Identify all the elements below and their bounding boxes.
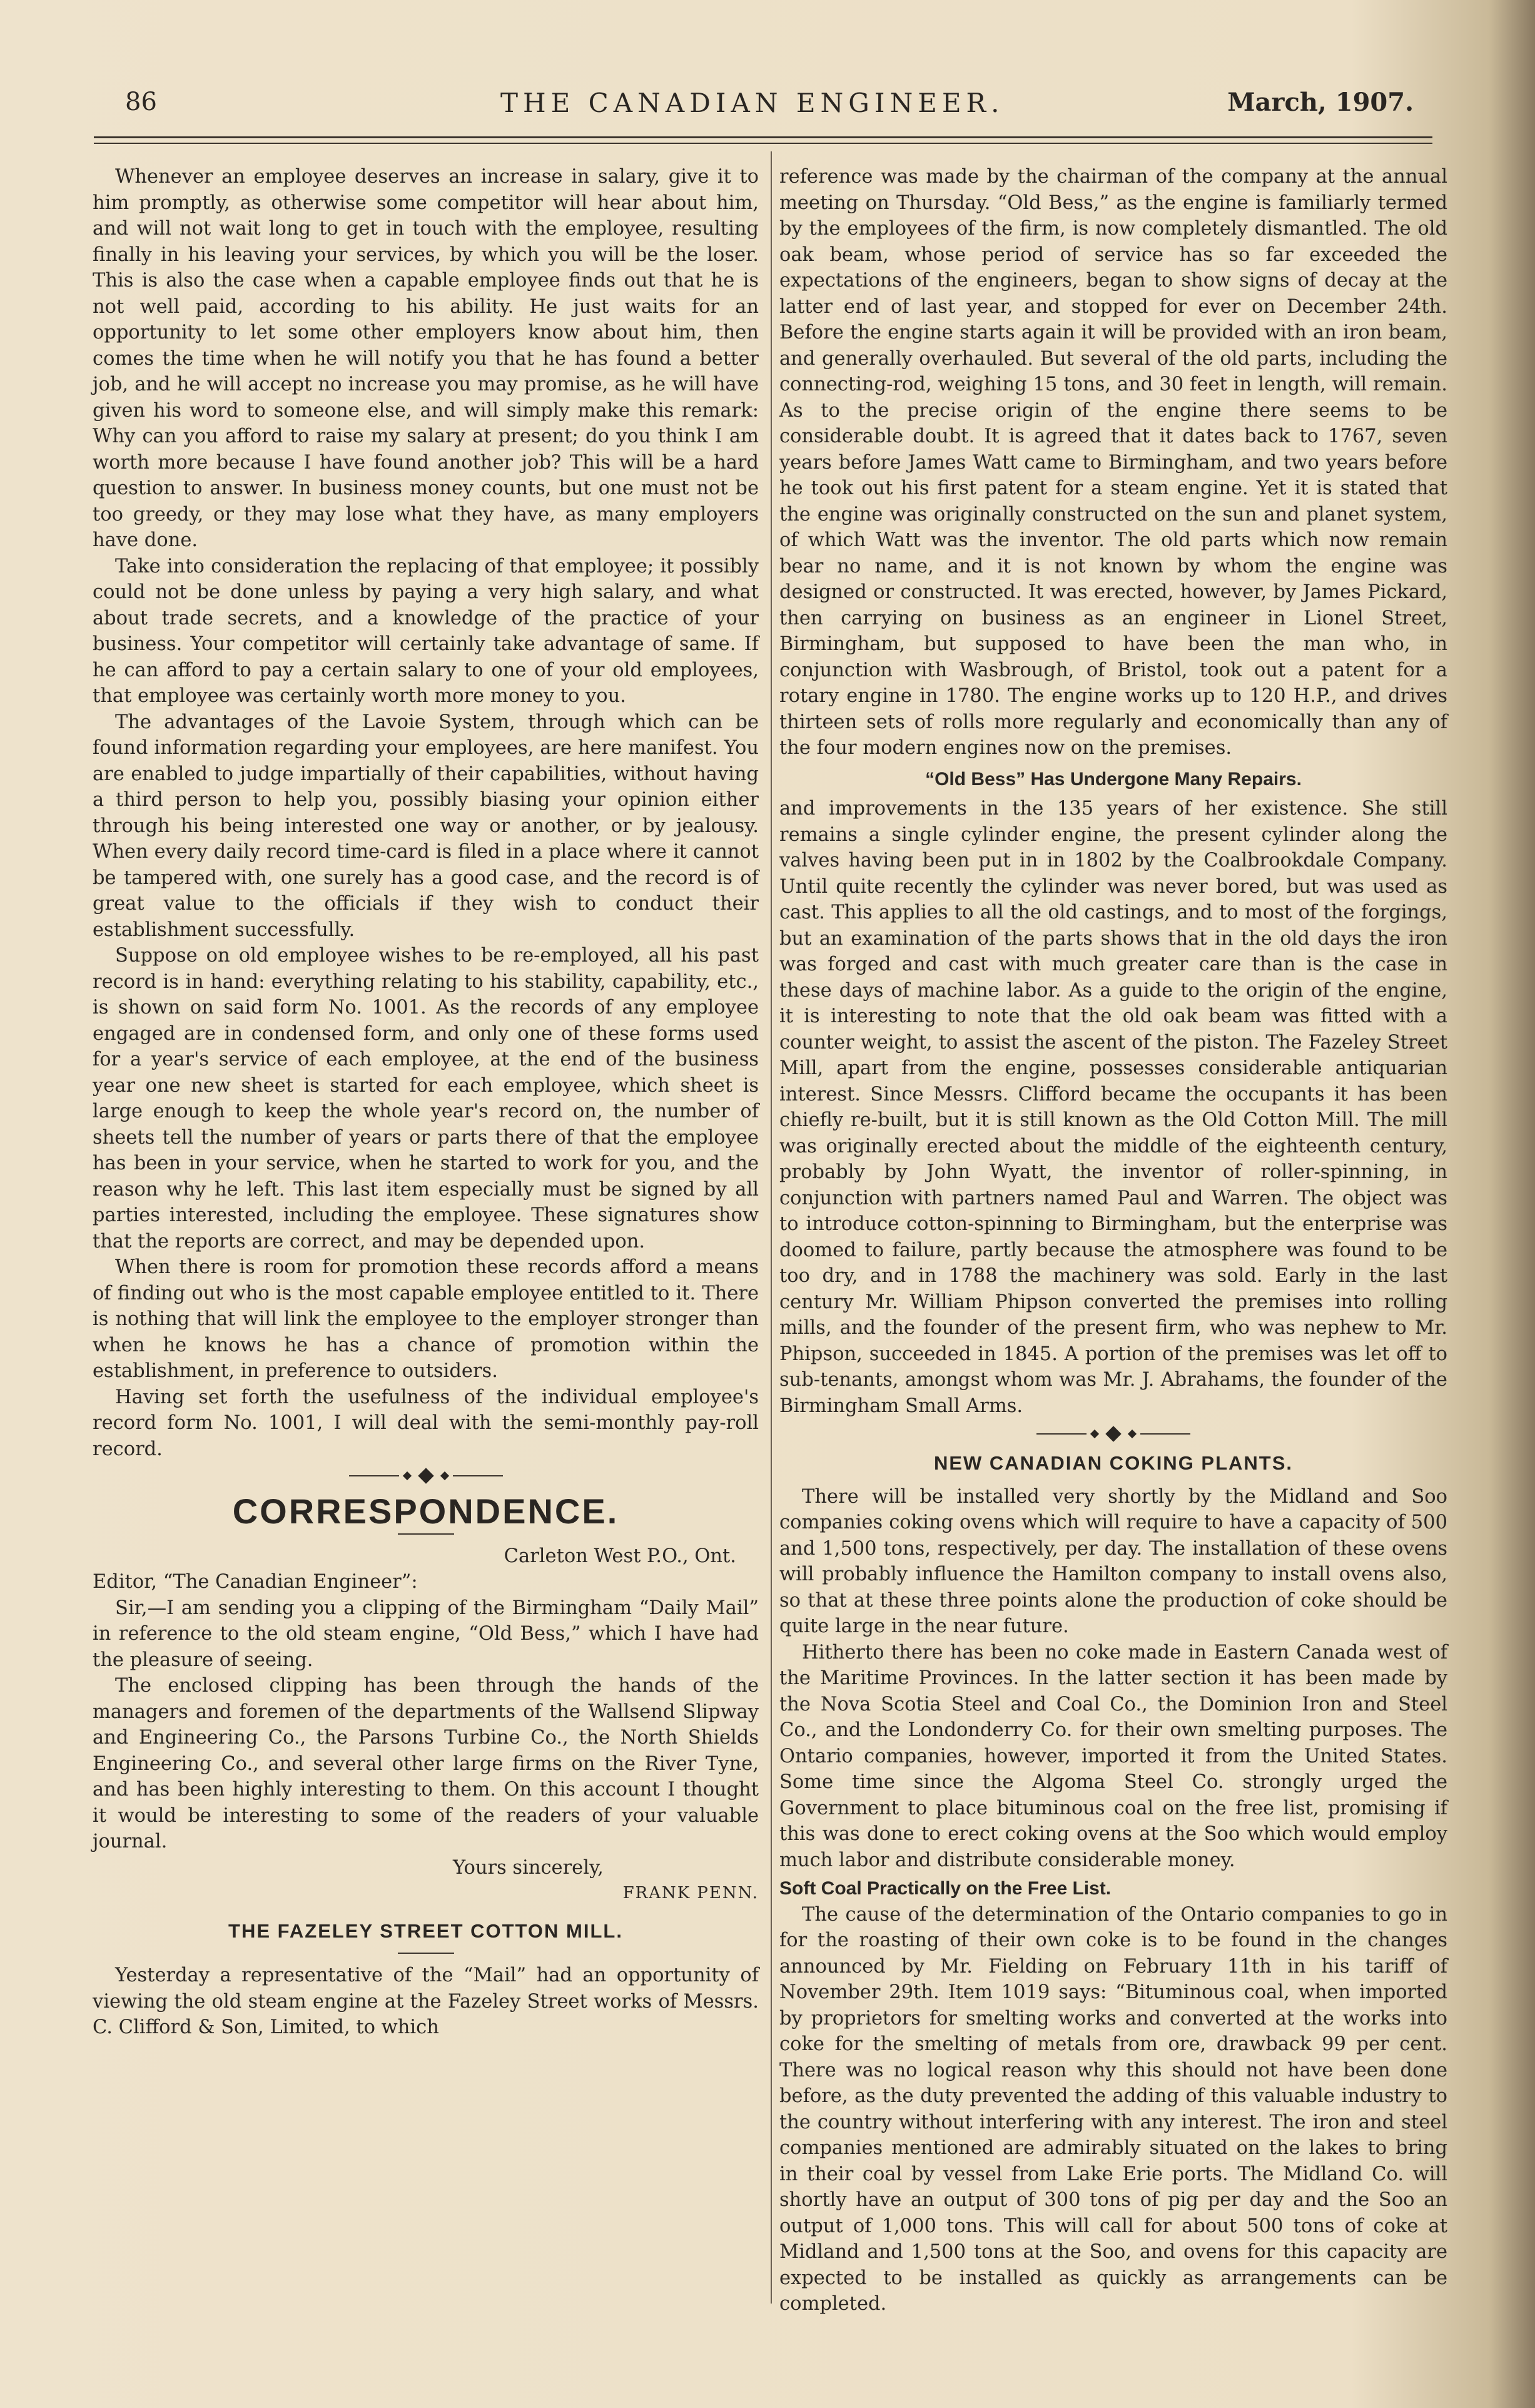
correspondence-heading: CORRESPONDENCE. <box>232 1491 619 1531</box>
letter-closing: Yours sincerely, <box>453 1856 604 1879</box>
salary-paragraph: When there is room for promotion these records afford a means of finding out who is the most capable employee entitled to it. There is nothing that will link the employee to the employer stronger than when he knows he has a chance of promotion within the establishment, in preference to outsiders. <box>93 1256 759 1382</box>
ornament-diamond <box>1090 1430 1099 1438</box>
fazeley-heading: THE FAZELEY STREET COTTON MILL. <box>228 1919 623 1942</box>
ornament-line <box>1140 1433 1190 1435</box>
salary-paragraph: Having set forth the usefulness of the individual employee's record form No. 1001, I will deal with the semi-monthly pay-roll record. <box>93 1386 759 1460</box>
soft-coal-paragraph: The cause of the determination of the Ontario companies to go in for the roasting of their own coke is to be found in the changes announced by Mr. Fielding on February 11th in his tariff of November 29th. Item 1019 says: “Bituminous coal, when imported by proprietors for smelting works and converted at the works into coke for the smelting of metals from ore, drawback 99 per cent. There was no logical reason why this should not have been done before, as the duty prevented the adding of this valuable industry to the country without interfering with any interest. The iron and steel companies mentioned are admirably situated on the lakes to bring in their coal by vessel from Lake Erie ports. The Midland Co. will shortly have an output of 300 tons of pig per day and the Soo an output of 1,000 tons. This will call for about 500 tons of coke at Midland and 1,500 tons at the Soo, and ovens for this capacity are expected to be installed as quickly as arrangements can be completed. <box>779 1903 1447 2315</box>
coking-heading: NEW CANADIAN COKING PLANTS. <box>933 1452 1294 1474</box>
ornament-diamond <box>440 1471 448 1480</box>
ornament-diamond <box>402 1471 411 1480</box>
old-bess-subheading: “Old Bess” Has Undergone Many Repairs. <box>925 768 1302 790</box>
section-ornament <box>779 1421 1447 1446</box>
section-ornament <box>93 1462 759 1490</box>
fazeley-intro: Yesterday a representative of the “Mail” had an opportunity of viewing the old steam engine at the Fazeley Street works of Messrs. C. Clifford & Son, Limited, to which <box>93 1964 759 2038</box>
old-bess-paragraph: and improvements in the 135 years of her existence. She still remains a single cylinder engine, the present cylinder along the valves having been put in in 1802 by the Coalbrookdale Company. Until quite recently the cylinder was never bored, but was used as cast. This applies to all the old castings, and to most of the forgings, but an examination of the parts shows that in the old days the iron was forged and cast with much greater care than is the case in these days of machine labor. As a guide to the origin of the engine, it is interesting to note that the old oak beam was fitted with a counter weight, to assist the ascent of the piston. The Fazeley Street Mill, apart from the engine, possesses considerable antiquarian interest. Since Messrs. Clifford became the occupants it has been chiefly re-built, but it is still known as the Old Cotton Mill. The mill was originally erected about the middle of the eighteenth century, probably by John Wyatt, the inventor of roller-spinning, in conjunction with partners named Paul and Warren. The object was to introduce cotton-spinning to Birmingham, but the enterprise was doomed to failure, partly because the atmosphere was found to be too dry, and in 1788 the machinery was sold. Early in the last century Mr. William Phipson converted the premises into rolling mills, and the founder of the present firm, who was nephew to Mr. Phipson, succeeded in 1845. A portion of the premises was let off to sub-tenants, amongst whom was Mr. J. Abrahams, the founder of the Birmingham Small Arms. <box>779 798 1447 1417</box>
salary-paragraph: Whenever an employee deserves an increase in salary, give it to him promptly, as otherwise some competitor will hear about him, and will not wait long to get in touch with the employee, resulting finally in his leaving your services, by which you will be the loser. This is also the case when a capable employee finds out that he is not well paid, according to his ability. He just waits for an opportunity to let some other employers know about him, then comes the time when he will notify you that he has found a better job, and he will accept no increase you may promise, as he will have given his word to someone else, and will simply make this remark: Why can you afford to raise my salary at present; do you think I am worth more because I have found another job? This will be a hard question to answer. In business money counts, but one must not be too greedy, or they may lose what they have, as many employers have done. <box>93 166 759 551</box>
short-rule <box>398 1953 454 1954</box>
left-column <box>93 164 759 2041</box>
ornament-diamond <box>418 1468 433 1483</box>
page-number: 86 <box>125 88 157 116</box>
ornament-line <box>349 1475 399 1476</box>
ornament-diamond <box>1105 1426 1121 1441</box>
letter-paragraph: The enclosed clipping has been through the hands of the managers and foremen of the departments of the Wallsend Slipway and Engineering Co., the Parsons Turbine Co., the North Shields Engineering Co., and several other large firms on the River Tyne, and has been highly interesting to them. On this account I thought it would be interesting to some of the readers of your valuable journal. <box>93 1675 759 1852</box>
salary-paragraph: Suppose on old employee wishes to be re-employed, all his past record is in hand: everything relating to his stability, capability, etc., is shown on said form No. 1001. As the records of any employee engaged are in condensed form, and only one of these forms used for a year's service of each employee, at the end of the business year one new sheet is started for each employee, which sheet is large enough to keep the whole year's record on, the number of sheets tell the number of years or parts there of that the employee has been in your service, when he started to work for you, and the reason why he left. This last item especially must be signed by all parties interested, including the employee. These signatures show that the reports are correct, and may be depended upon. <box>93 945 759 1252</box>
salary-paragraph: Take into consideration the replacing of that employee; it possibly could not be done unless by paying a very high salary, and what about trade secrets, and a knowledge of the practice of your business. Your competitor will certainly take advantage of same. If he can afford to pay a certain salary to one of your old employees, that employee was certainly worth more money to you. <box>93 555 759 707</box>
ornament-line <box>1036 1433 1087 1435</box>
letter-salutation: Editor, “The Canadian Engineer”: <box>93 1571 418 1593</box>
right-column <box>779 164 1447 2317</box>
running-header <box>125 88 1414 125</box>
salary-paragraph: The advantages of the Lavoie System, through which can be found information regarding your employees, are here manifest. You are enabled to judge impartially of their capabilities, without having a third person to help you, possibly biasing your opinion either through his being interested one way or another, or by jealousy. When every daily record time-card is filed in a place where it cannot be tampered with, one surely has a good case, and the record is of great value to the officials if they wish to conduct their establishment successfully. <box>93 711 759 941</box>
letter-signature: FRANK PENN. <box>622 1884 759 1903</box>
ornament-line <box>453 1475 503 1476</box>
header-rule-bottom <box>94 143 1432 144</box>
letter-address: Carleton West P.O., Ont. <box>504 1545 736 1567</box>
coking-paragraph: Hitherto there has been no coke made in Eastern Canada west of the Maritime Provinces. In the latter section it has been made by the Nova Scotia Steel and Coal Co., the Dominion Iron and Steel Co., and the Londonderry Co. for their own smelting purposes. The Ontario companies, however, imported it from the United States. Some time since the Algoma Steel Co. strongly urged the Government to place bituminous coal on the free list, promising if this was done to erect coking ovens at the Soo which would employ much labor and distribute considerable money. <box>779 1641 1447 1871</box>
column-separator <box>771 151 772 2304</box>
journal-title: THE CANADIAN ENGINEER. <box>500 88 1005 118</box>
issue-date: March, 1907. <box>1227 88 1414 117</box>
coking-paragraph: There will be installed very shortly by the Midland and Soo companies coking ovens which will require to have a capacity of 500 and 1,500 tons, respectively, per day. The installation of these ovens will probably influence the Hamilton company to install ovens also, so that at these three points alone the production of coke should be quite large in the near future. <box>779 1485 1447 1637</box>
header-rule-top <box>94 136 1432 138</box>
fazeley-continued: reference was made by the chairman of the company at the annual meeting on Thursday. “Old Bess,” as the engine is familiarly termed by the employees of the firm, is now completely dismantled. The old oak beam, whose period of service has so far exceeded the expectations of the engineers, began to show signs of decay at the latter end of last year, and stopped for ever on December 24th. Before the engine starts again it will be provided with an iron beam, and generally overhauled. But several of the old parts, including the connecting-rod, weighing 15 tons, and 30 feet in length, will remain. As to the precise origin of the engine there seems to be considerable doubt. It is agreed that it dates back to 1767, seven years before James Watt came to Birmingham, and two years before he took out his first patent for a steam engine. Yet it is stated that the engine was originally constructed on the sun and planet system, of which Watt was the inventor. The old parts which now remain bear no name, and it is not known by whom the engine was designed or constructed. It was erected, however, by James Pickard, then carrying on business as an engineer in Lionel Street, Birmingham, but supposed to have been the man who, in conjunction with Wasbrough, of Bristol, took out a patent for a rotary engine in 1780. The engine works up to 120 H.P., and drives thirteen sets of rolls more regularly and economically than any of the four modern engines now on the premises. <box>779 166 1447 759</box>
ornament-diamond <box>1128 1430 1137 1438</box>
soft-coal-subheading: Soft Coal Practically on the Free List. <box>779 1878 1112 1899</box>
letter-paragraph: Sir,—I am sending you a clipping of the Birmingham “Daily Mail” in reference to the old steam engine, “Old Bess,” which I have had the pleasure of seeing. <box>93 1597 759 1671</box>
short-rule <box>398 1533 454 1535</box>
